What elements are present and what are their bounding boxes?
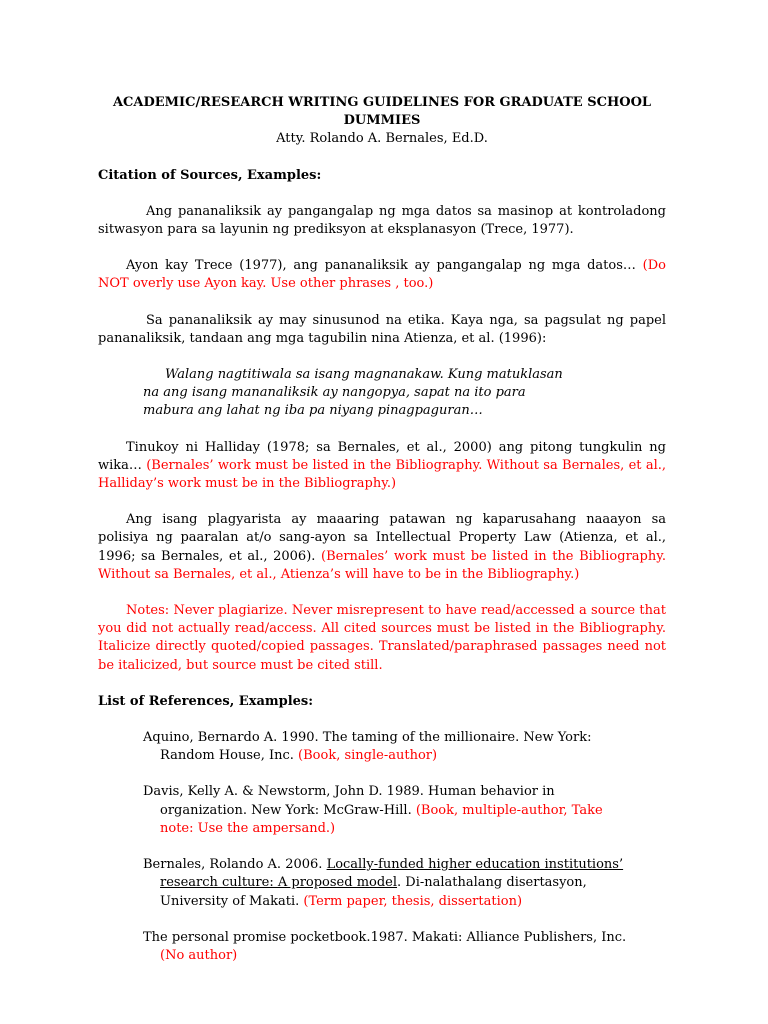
document-author: Atty. Rolando A. Bernales, Ed.D. [276,131,488,147]
notes-paragraph: Notes: Never plagiarize. Never misrepresent to have read/accessed a source that you did not actually read/access. All cited sources must be listed in the Bibliography. Italicize directly quoted/copied passages. Translated/paraphrased passages need not be italicized, but source must be cited still. [98,603,666,673]
reference-item [143,729,632,765]
paragraph-4-text: Tinukoy ni Halliday (1978; sa Bernales, et al., 2000) ang pitong tungkulin ng wika… [98,439,666,473]
reference-note: (Book, multiple-author, Take note: Use the ampersand.) [160,802,603,836]
paragraph-4 [98,439,666,494]
paragraph-4-note: (Bernales’ work must be listed in the Bibliography. Without sa Bernales, et al., Halliday’s work must be in the Bibliography.) [98,457,666,492]
paragraph-5-note: (Bernales’ work must be listed in the Bibliography. Without sa Bernales, et al., Atienza’s will have to be in the Bibliography.) [98,548,666,582]
reference-item [143,783,632,838]
paragraph-3: Sa pananaliksik ay may sinusunod na etika. Kaya nga, sa pagsulat ng papel pananaliksik, tandaan ang mga tagubilin nina Atienza, et al. (1996): [98,312,666,346]
references-heading: List of References, Examples: [98,693,314,709]
reference-text: The personal promise pocketbook.1987. Makati: Alliance Publishers, Inc. [143,929,627,945]
reference-text: Aquino, Bernardo A. 1990. The taming of the millionaire. New York: Random House, Inc. [143,730,592,764]
paragraph-5 [98,511,666,584]
reference-item [143,856,632,911]
paragraph-2 [98,257,666,293]
reference-text-continued: . Di-nalathalang disertasyon, University of Makati. [160,875,587,909]
paragraph-2-text: Ayon kay Trece (1977), ang pananaliksik ay pangangalap ng mga datos… [126,258,643,274]
document-title: ACADEMIC/RESEARCH WRITING GUIDELINES FOR GRADUATE SCHOOL DUMMIES [112,95,652,129]
paragraph-5-text: Ang isang plagyarista ay maaaring patawan ng kaparusahang naaayon sa polisiya ng paaralan at/o sang-ayon sa Intellectual Property Law (Atienza, et al., 1996; sa Bernales, et al., 2006). [98,512,666,564]
paragraph-1: Ang pananaliksik ay pangangalap ng mga datos sa masinop at kontroladong sitwasyon para sa layunin ng prediksyon at eksplanasyon (Trece, 1977). [98,203,666,238]
reference-note: (Term paper, thesis, dissertation) [303,893,523,909]
reference-note: (No author) [160,947,238,963]
paragraph-2-note: (Do NOT overly use Ayon kay. Use other phrases , too.) [98,258,666,292]
reference-title-underlined: Locally-funded higher education institutions’ research culture: A proposed model [160,857,624,891]
block-quote: Walang nagtitiwala sa isang magnanakaw. Kung matuklasan na ang isang mananaliksik ay nangopya, sapat na ito para mabura ang lahat ng iba pa niyang pinagpaguran… [143,367,563,419]
reference-text: Bernales, Rolando A. 2006. [143,857,327,873]
reference-note: (Book, single-author) [298,748,438,764]
reference-text: Davis, Kelly A. & Newstorm, John D. 1989. Human behavior in organization. New York: McGraw-Hill. [143,784,555,818]
document-page [98,94,666,965]
reference-item [143,929,632,965]
citation-heading: Citation of Sources, Examples: [98,167,322,183]
